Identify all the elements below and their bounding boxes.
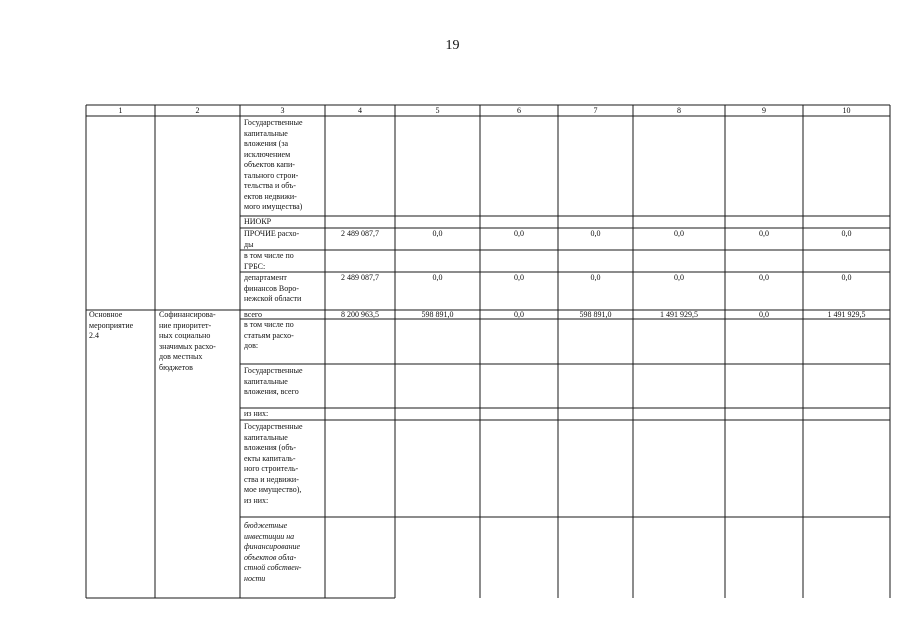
value-cell: 0,0 — [514, 273, 524, 282]
value-cell: 0,0 — [432, 229, 443, 238]
value-cell: 0,0 — [674, 229, 684, 238]
value-cell: 0,0 — [759, 310, 769, 319]
row-label-finance-dept: департамент финансов Воро- нежской области — [244, 273, 302, 303]
value-cell: 598 891,0 — [579, 310, 612, 319]
value-cell: 0,0 — [432, 273, 443, 282]
value-cell: 0,0 — [841, 273, 852, 282]
row-label-total: всего — [244, 310, 263, 319]
header-col-4: 4 — [358, 106, 362, 115]
value-cell: 0,0 — [759, 229, 769, 238]
value-cell: 2 489 087,7 — [341, 229, 379, 238]
value-cell: 8 200 963,5 — [341, 310, 379, 319]
header-col-8: 8 — [677, 106, 681, 115]
header-col-5: 5 — [435, 106, 440, 115]
value-cell: 598 891,0 — [421, 310, 454, 319]
measure-name: Основное мероприятие 2.4 — [89, 310, 134, 340]
row-label-other-expenses: ПРОЧИЕ расхо- ды — [244, 229, 300, 249]
header-col-3: 3 — [280, 106, 285, 115]
row-label-budget-investments: бюджетные инвестиции на финансирование объектов обла- стной собствен- ности — [244, 521, 302, 583]
row-label-capital-construction: Государственные капитальные вложения (объ- екты капиталь- ного строитель- ства и недвижи- мое имущество), из них: — [244, 422, 303, 505]
header-col-1: 1 — [118, 106, 123, 115]
row-label-capital-total: Государственные капитальные вложения, всего — [244, 366, 303, 396]
value-cell: 0,0 — [514, 310, 524, 319]
header-col-2: 2 — [195, 106, 200, 115]
header-col-6: 6 — [517, 106, 521, 115]
measure-description: Софинансирова- ние приоритет- ных социально значимых расхо- дов местных бюджетов — [159, 310, 216, 372]
value-cell: 1 491 929,5 — [827, 310, 866, 319]
page-number: 19 — [445, 38, 460, 53]
value-cell: 1 491 929,5 — [660, 310, 698, 319]
value-cell: 0,0 — [759, 273, 769, 282]
row-label-niokr: НИОКР — [244, 217, 272, 226]
value-cell: 0,0 — [674, 273, 684, 282]
row-label-of-them: из них: — [244, 409, 269, 418]
header-col-10: 10 — [842, 106, 851, 115]
row-label-grbs: в том числе по ГРБС: — [244, 251, 294, 271]
value-cell: 2 489 087,7 — [341, 273, 379, 282]
value-cell: 0,0 — [590, 273, 601, 282]
row-label-capital-investments-excl: Государственные капитальные вложения (за исключением объектов капи- тального строи- тельства и объ- ектов недвижи- мого имущества) — [244, 118, 303, 211]
row-label-by-expense: в том числе по статьям расхо- дов: — [244, 320, 294, 350]
header-col-7: 7 — [593, 106, 598, 115]
value-cell: 0,0 — [841, 229, 852, 238]
value-cell: 0,0 — [514, 229, 524, 238]
value-cell: 0,0 — [590, 229, 601, 238]
header-col-9: 9 — [762, 106, 766, 115]
